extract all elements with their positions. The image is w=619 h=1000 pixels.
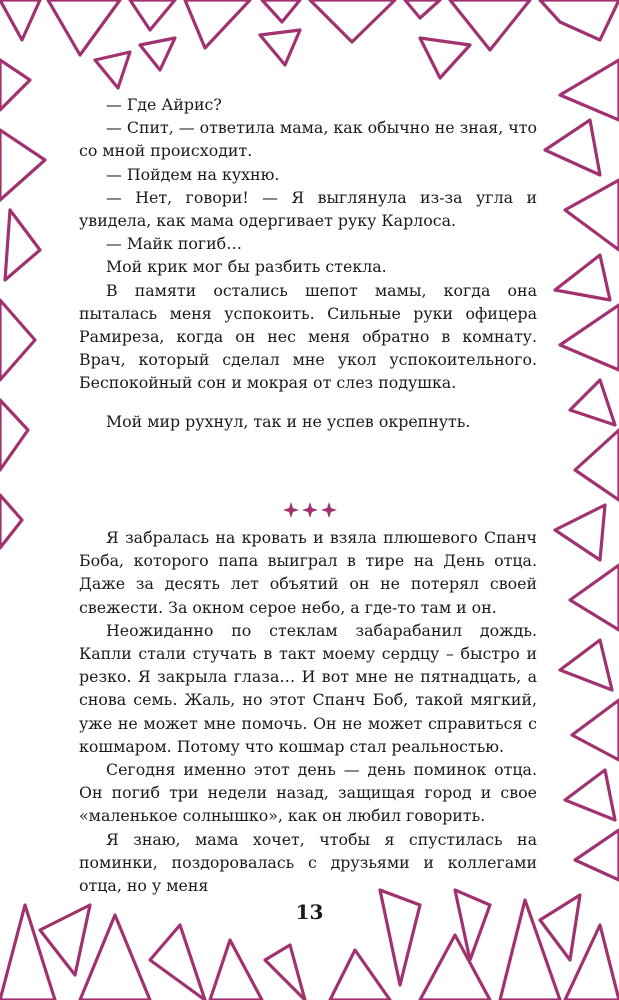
paragraph: Я забралась на кровать и взяла плюшевого Спанч Боба, которого папа выиграл в тире на День отца. Даже за десять лет объятий он не потерял своей свежести. За окном серое небо, а где-то там и он. (79, 528, 537, 617)
text-block-bottom (79, 526, 537, 897)
page-number: 13 (295, 900, 324, 924)
text-block-closing (79, 410, 537, 433)
paragraph: Неожиданно по стеклам забарабанил дождь. Капли стали стучать в такт моему сердцу – быстро и резко. Я закрыла глаза… И вот мне не пятнадцать, а снова семь. Жаль, но этот Спанч Боб, такой мягкий, уже не может мне помочь. Он не может справиться с кошмаром. Потому что кошмар стал реальностью. (79, 620, 537, 756)
paragraph: Мой крик мог бы разбить стекла. (106, 257, 387, 277)
paragraph: Сегодня именно этот день — день поминок отца. Он погиб три недели назад, защищая город и свое «маленькое солнышко», как он любил говорить. (79, 760, 537, 826)
paragraph: — Нет, говори! — Я выглянула из-за угла и увидела, как мама одергивает руку Карлоса. (79, 187, 537, 231)
three-star-ornament-icon (282, 501, 338, 519)
paragraph: — Где Айрис? (106, 95, 222, 114)
paragraph: — Пойдем на кухню. (106, 164, 280, 184)
paragraph: — Майк погиб… (106, 234, 242, 254)
paragraph: В памяти остались шепот мамы, когда она пыталась меня успокоить. Сильные руки офицера Рамиреза, когда он нес меня обратно в комнату. Врач, который сделал мне укол успокоительного. Беспокойный сон и мокрая от слез подушка. (79, 280, 537, 393)
paragraph: — Спит, — ответила мама, как обычно не зная, что со мной происходит. (79, 118, 537, 161)
text-block-top (79, 93, 537, 395)
paragraph: Я знаю, мама хочет, чтобы я спустилась на поминки, поздоровалась с друзьями и коллегами отца, но у меня (79, 829, 537, 896)
paragraph: Мой мир рухнул, так и не успев окрепнуть. (106, 412, 471, 431)
